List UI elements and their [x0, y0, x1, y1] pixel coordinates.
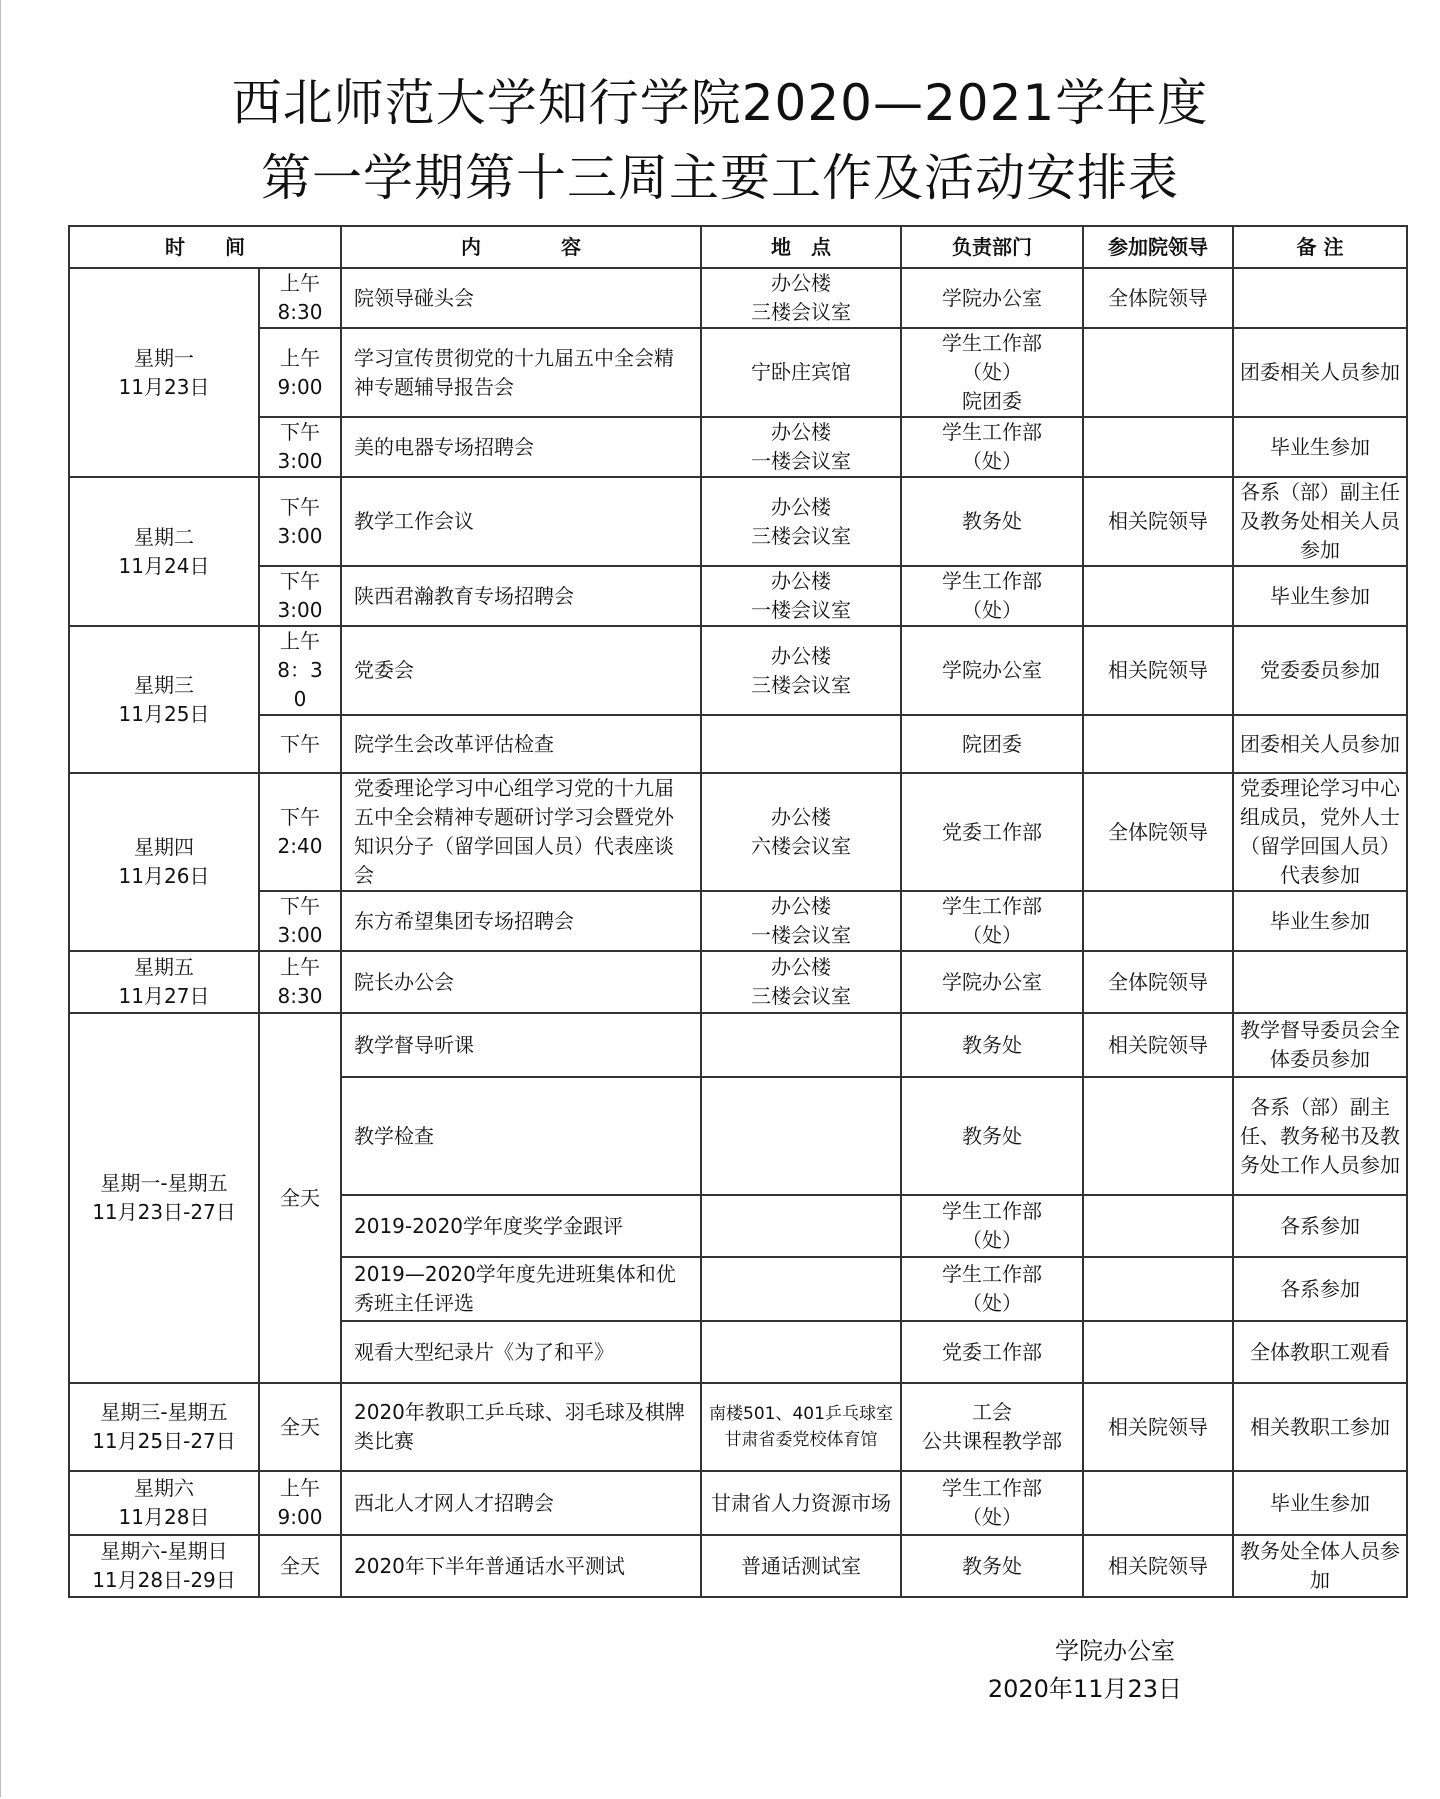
time-cell: 下午: [259, 715, 341, 773]
time-cell: 上午 8:30: [259, 268, 341, 328]
department-cell: 学院办公室: [901, 268, 1083, 328]
content-cell: 党委理论学习中心组学习党的十九届五中全会精神专题研讨学习会暨党外知识分子（留学回国人员）代表座谈会: [341, 773, 701, 891]
location-cell: 办公楼 三楼会议室: [701, 626, 901, 715]
time-cell: 下午 3:00: [259, 891, 341, 951]
leaders-cell: 相关院领导: [1083, 1535, 1233, 1597]
remarks-cell: 各系（部）副主任及教务处相关人员参加: [1233, 477, 1407, 566]
table-row: [69, 891, 1407, 951]
remarks-cell: 毕业生参加: [1233, 417, 1407, 477]
page-title-line1: 西北师范大学知行学院2020—2021学年度: [231, 74, 1209, 132]
table-row: [69, 773, 1407, 891]
remarks-cell: 毕业生参加: [1233, 566, 1407, 626]
location-cell: 办公楼 三楼会议室: [701, 268, 901, 328]
remarks-cell: 教学督导委员会全体委员参加: [1233, 1013, 1407, 1077]
department-cell: 学生工作部 （处）: [901, 417, 1083, 477]
location-cell: 普通话测试室: [701, 1535, 901, 1597]
content-cell: 2020年下半年普通话水平测试: [341, 1535, 701, 1597]
time-cell: 上午 8:30: [259, 951, 341, 1013]
header-time: 时 间: [69, 226, 341, 268]
time-cell: 上午 9:00: [259, 328, 341, 417]
content-cell: 院长办公会: [341, 951, 701, 1013]
remarks-cell: 各系（部）副主任、教务秘书及教务处工作人员参加: [1233, 1077, 1407, 1195]
location-cell: 南楼501、401乒乓球室 甘肃省委党校体育馆: [701, 1383, 901, 1471]
remarks-cell: [1233, 268, 1407, 328]
header-department: 负责部门: [901, 226, 1083, 268]
department-cell: 教务处: [901, 1013, 1083, 1077]
table-header-row: [69, 226, 1407, 268]
time-cell: 全天: [259, 1535, 341, 1597]
header-leaders: 参加院领导: [1083, 226, 1233, 268]
remarks-cell: 教务处全体人员参加: [1233, 1535, 1407, 1597]
department-cell: 学生工作部 （处）: [901, 566, 1083, 626]
day-cell: 星期三-星期五 11月25日-27日: [69, 1383, 259, 1471]
day-cell: 星期三 11月25日: [69, 626, 259, 773]
leaders-cell: 相关院领导: [1083, 1013, 1233, 1077]
table-row: [69, 566, 1407, 626]
content-cell: 教学检查: [341, 1077, 701, 1195]
table-row: [69, 951, 1407, 1013]
day-cell: 星期二 11月24日: [69, 477, 259, 626]
footer-office: 学院办公室: [1055, 1637, 1175, 1665]
remarks-cell: 团委相关人员参加: [1233, 328, 1407, 417]
department-cell: 学生工作部 （处）: [901, 1195, 1083, 1257]
remarks-cell: 全体教职工观看: [1233, 1321, 1407, 1383]
header-content: 内 容: [341, 226, 701, 268]
table-row: [69, 626, 1407, 715]
table-row: [69, 1471, 1407, 1535]
schedule-table: [68, 225, 1408, 1598]
location-cell: [701, 1321, 901, 1383]
time-cell: 下午 3:00: [259, 477, 341, 566]
day-cell: 星期一 11月23日: [69, 268, 259, 477]
location-cell: 甘肃省人力资源市场: [701, 1471, 901, 1535]
location-cell: [701, 1195, 901, 1257]
table-row: [69, 1013, 1407, 1077]
day-cell: 星期一-星期五 11月23日-27日: [69, 1013, 259, 1383]
remarks-cell: 党委理论学习中心组成员，党外人士（留学回国人员）代表参加: [1233, 773, 1407, 891]
location-cell: 办公楼 一楼会议室: [701, 566, 901, 626]
day-cell: 星期六 11月28日: [69, 1471, 259, 1535]
leaders-cell: [1083, 715, 1233, 773]
content-cell: 陕西君瀚教育专场招聘会: [341, 566, 701, 626]
department-cell: 学院办公室: [901, 626, 1083, 715]
time-cell: 全天: [259, 1013, 341, 1383]
time-cell: 上午 8：3 0: [259, 626, 341, 715]
remarks-cell: 毕业生参加: [1233, 1471, 1407, 1535]
remarks-cell: 团委相关人员参加: [1233, 715, 1407, 773]
day-cell: 星期六-星期日 11月28日-29日: [69, 1535, 259, 1597]
time-cell: 下午 2:40: [259, 773, 341, 891]
leaders-cell: [1083, 1195, 1233, 1257]
department-cell: 学生工作部 （处）: [901, 891, 1083, 951]
page-title-line2: 第一学期第十三周主要工作及活动安排表: [261, 149, 1179, 207]
content-cell: 2019—2020学年度先进班集体和优秀班主任评选: [341, 1257, 701, 1321]
table-row: [69, 328, 1407, 417]
location-cell: [701, 1013, 901, 1077]
department-cell: 党委工作部: [901, 773, 1083, 891]
remarks-cell: 相关教职工参加: [1233, 1383, 1407, 1471]
leaders-cell: 全体院领导: [1083, 268, 1233, 328]
time-cell: 下午 3:00: [259, 417, 341, 477]
location-cell: 办公楼 六楼会议室: [701, 773, 901, 891]
department-cell: 工会 公共课程教学部: [901, 1383, 1083, 1471]
content-cell: 美的电器专场招聘会: [341, 417, 701, 477]
department-cell: 学院办公室: [901, 951, 1083, 1013]
location-cell: [701, 715, 901, 773]
leaders-cell: 相关院领导: [1083, 1383, 1233, 1471]
department-cell: 教务处: [901, 477, 1083, 566]
time-cell: 上午 9:00: [259, 1471, 341, 1535]
table-row: [69, 417, 1407, 477]
table-row: [69, 1383, 1407, 1471]
department-cell: 教务处: [901, 1077, 1083, 1195]
leaders-cell: [1083, 891, 1233, 951]
content-cell: 院领导碰头会: [341, 268, 701, 328]
remarks-cell: [1233, 951, 1407, 1013]
department-cell: 院团委: [901, 715, 1083, 773]
department-cell: 党委工作部: [901, 1321, 1083, 1383]
content-cell: 2019-2020学年度奖学金跟评: [341, 1195, 701, 1257]
footer-date: 2020年11月23日: [987, 1675, 1182, 1703]
day-cell: 星期五 11月27日: [69, 951, 259, 1013]
department-cell: 学生工作部 （处）: [901, 1471, 1083, 1535]
remarks-cell: 各系参加: [1233, 1195, 1407, 1257]
table-row: [69, 1535, 1407, 1597]
table-row: [69, 715, 1407, 773]
location-cell: [701, 1257, 901, 1321]
leaders-cell: [1083, 566, 1233, 626]
content-cell: 东方希望集团专场招聘会: [341, 891, 701, 951]
table-row: [69, 268, 1407, 328]
leaders-cell: 相关院领导: [1083, 477, 1233, 566]
remarks-cell: 毕业生参加: [1233, 891, 1407, 951]
department-cell: 学生工作部 （处）: [901, 1257, 1083, 1321]
leaders-cell: [1083, 417, 1233, 477]
leaders-cell: 全体院领导: [1083, 951, 1233, 1013]
location-cell: 办公楼 三楼会议室: [701, 951, 901, 1013]
location-cell: 办公楼 一楼会议室: [701, 891, 901, 951]
content-cell: 2020年教职工乒乓球、羽毛球及棋牌类比赛: [341, 1383, 701, 1471]
content-cell: 党委会: [341, 626, 701, 715]
leaders-cell: [1083, 1321, 1233, 1383]
header-remarks: 备 注: [1233, 226, 1407, 268]
location-cell: [701, 1077, 901, 1195]
time-cell: 下午 3:00: [259, 566, 341, 626]
table-row: [69, 477, 1407, 566]
day-cell: 星期四 11月26日: [69, 773, 259, 951]
remarks-cell: 党委委员参加: [1233, 626, 1407, 715]
location-cell: 办公楼 三楼会议室: [701, 477, 901, 566]
department-cell: 学生工作部 （处） 院团委: [901, 328, 1083, 417]
leaders-cell: [1083, 1257, 1233, 1321]
header-location: 地 点: [701, 226, 901, 268]
department-cell: 教务处: [901, 1535, 1083, 1597]
content-cell: 西北人才网人才招聘会: [341, 1471, 701, 1535]
content-cell: 学习宣传贯彻党的十九届五中全会精神专题辅导报告会: [341, 328, 701, 417]
content-cell: 教学工作会议: [341, 477, 701, 566]
location-cell: 宁卧庄宾馆: [701, 328, 901, 417]
leaders-cell: [1083, 1077, 1233, 1195]
leaders-cell: 相关院领导: [1083, 626, 1233, 715]
remarks-cell: 各系参加: [1233, 1257, 1407, 1321]
location-cell: 办公楼 一楼会议室: [701, 417, 901, 477]
time-cell: 全天: [259, 1383, 341, 1471]
content-cell: 院学生会改革评估检查: [341, 715, 701, 773]
leaders-cell: [1083, 1471, 1233, 1535]
leaders-cell: [1083, 328, 1233, 417]
content-cell: 观看大型纪录片《为了和平》: [341, 1321, 701, 1383]
leaders-cell: 全体院领导: [1083, 773, 1233, 891]
content-cell: 教学督导听课: [341, 1013, 701, 1077]
